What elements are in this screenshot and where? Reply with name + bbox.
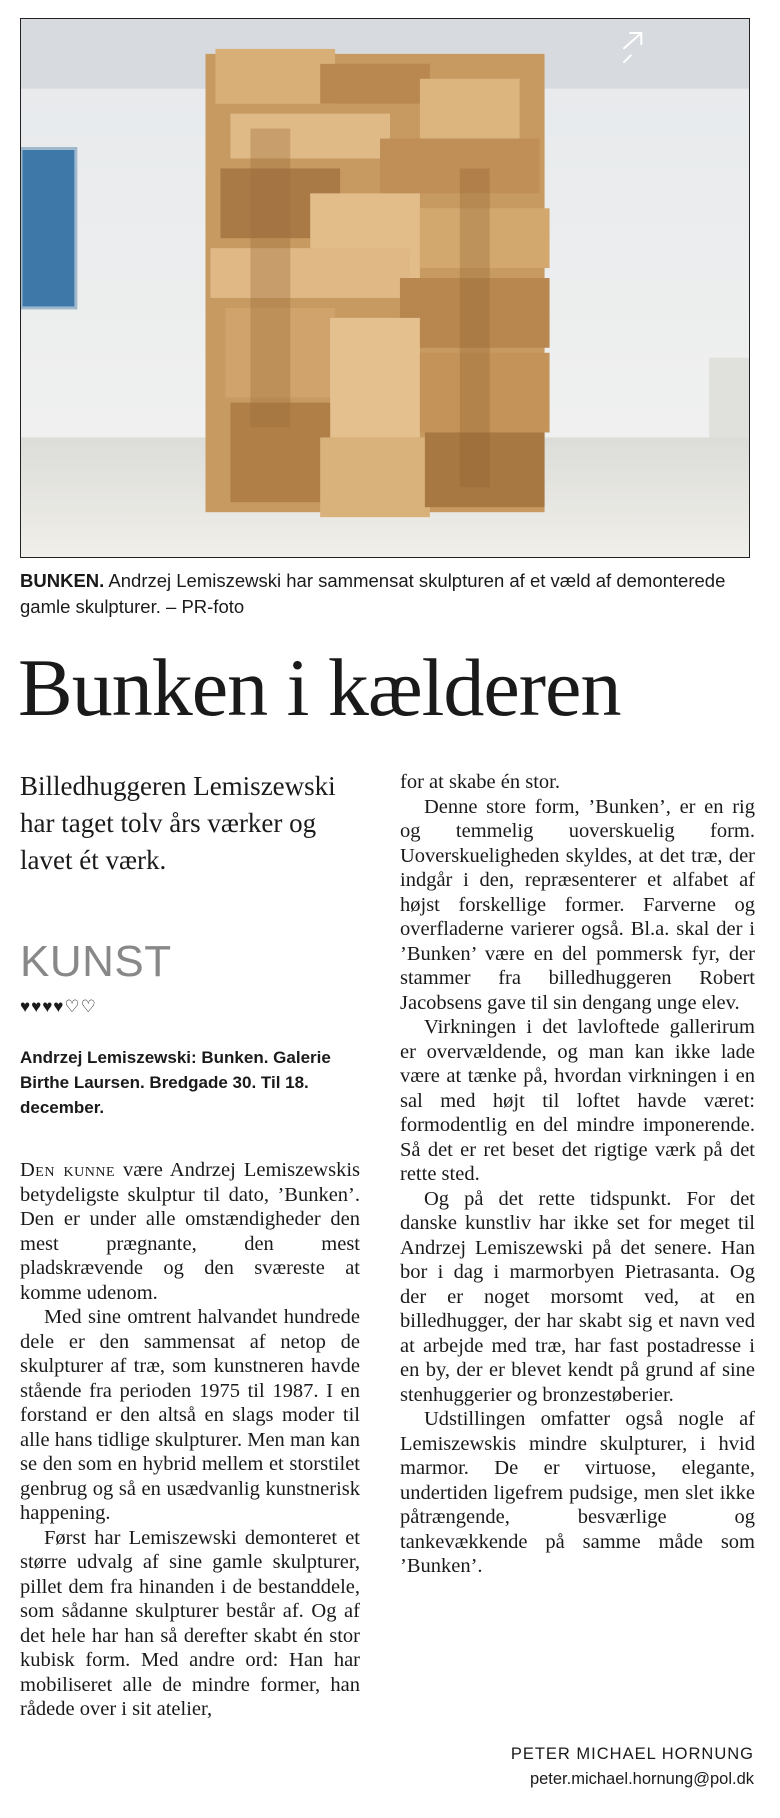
body-paragraph: Først har Lemiszewski demonteret et større udvalg af sine gamle skulpturer, pillet dem fra hinanden i de bestanddele, som sådanne skulpturer består af. Og af det hele har han så derefter skabt én stor kubisk form. Med andre ord: Han har mobiliseret alle de mindre former, han rådede over i sit atelier, [20, 1526, 360, 1720]
caption-lead: BUNKEN. [20, 570, 105, 591]
body-paragraph: Den kunne være Andrzej Lemiszewskis betydeligste skulptur til dato, ’Bunken’. Den er under alle omstændigheder den mest prægnante, den mest pladskrævende og den sværeste at komme udenom. [20, 1159, 360, 1304]
article-headline: Bunken i kælderen [18, 642, 621, 733]
wood-pile [205, 49, 549, 517]
body-paragraph: Udstillingen omfatter også nogle af Lemiszewskis mindre skulpturer, i hvid marmor. De er virtuose, elegante, undertiden ligefrem pudsige, men slet ikke påtrængende, besværlige og tankevækkende på samme måde som ’Bunken’. [400, 1408, 755, 1577]
author-email[interactable]: peter.michael.hornung@pol.dk [529, 1770, 754, 1788]
sculpture-image [21, 19, 749, 557]
left-column [20, 768, 360, 1722]
byline [511, 1742, 754, 1792]
dropin-smallcaps: Den kunne [20, 1159, 115, 1181]
caption-text: Andrzej Lemiszewski har sammensat skulpturen af et væld af demonterede gamle skulpturer. – PR-foto [20, 570, 726, 617]
sculpture-photo [20, 18, 750, 558]
body-text-left [20, 1158, 360, 1722]
photo-caption [20, 568, 760, 620]
body-paragraph: Med sine omtrent halvandet hundrede dele er den sammensat af netop de skulpturer af træ, som kunstneren havde stående fra perioden 1975 til 1987. I en forstand er den altså en slags moder til alle hans tidlige skulpturer. Men man kan se den som en hybrid mellem et storstilet genbrug og så en usædvanlig kunstnerisk happening. [20, 1306, 360, 1524]
right-column [400, 770, 755, 1579]
body-paragraph: Og på det rette tidspunkt. For det danske kunstliv har ikke set for meget til Andrzej Lemiszewski på det senere. Han bor i dag i marmorbyen Pietrasanta. Og der er noget morsomt ved, at en billedhugger, der har skabt sig et navn ved at arbejde med træ, har fast postadresse i en by, der er blevet kendt på grund af sine stenhuggerier og bronzestøberier. [400, 1187, 755, 1406]
exhibition-facts: Andrzej Lemiszewski: Bunken. Galerie Birthe Laursen. Bredgade 30. Til 18. december. [20, 1048, 331, 1117]
body-paragraph: Denne store form, ’Bunken’, er en rig og temmelig uoverskuelig form. Uoverskueligheden skyldes, at det træ, der indgår i den, repræsenterer et alfabet af højst forskellige former. Farverne og overfladerne varierer også. Bl.a. skal der i ’Bunken’ være en del pommersk fyr, der stammer fra billedhuggeren Robert Jacobsens gave til sin dengang unge elev. [400, 795, 755, 1014]
lead-paragraph: Billedhuggeren Lemiszewski har taget tolv års værker og lavet ét værk. [20, 771, 336, 875]
body-paragraph: Virkningen i det lavloftede gallerirum er overvældende, og man kan ikke lade være at tænke på, hvordan virkningen i en sal med højt til loftet havde været: formodentlig en del mindre imponerende. Så det er ret beset det rigtige værk på det rette sted. [400, 1016, 755, 1185]
body-paragraph: for at skabe én stor. [400, 771, 560, 793]
section-label: KUNST [20, 937, 172, 986]
author-name: PETER MICHAEL HORNUNG [510, 1745, 754, 1763]
rating-hearts: ♥♥♥♥♡♡ [20, 997, 97, 1016]
